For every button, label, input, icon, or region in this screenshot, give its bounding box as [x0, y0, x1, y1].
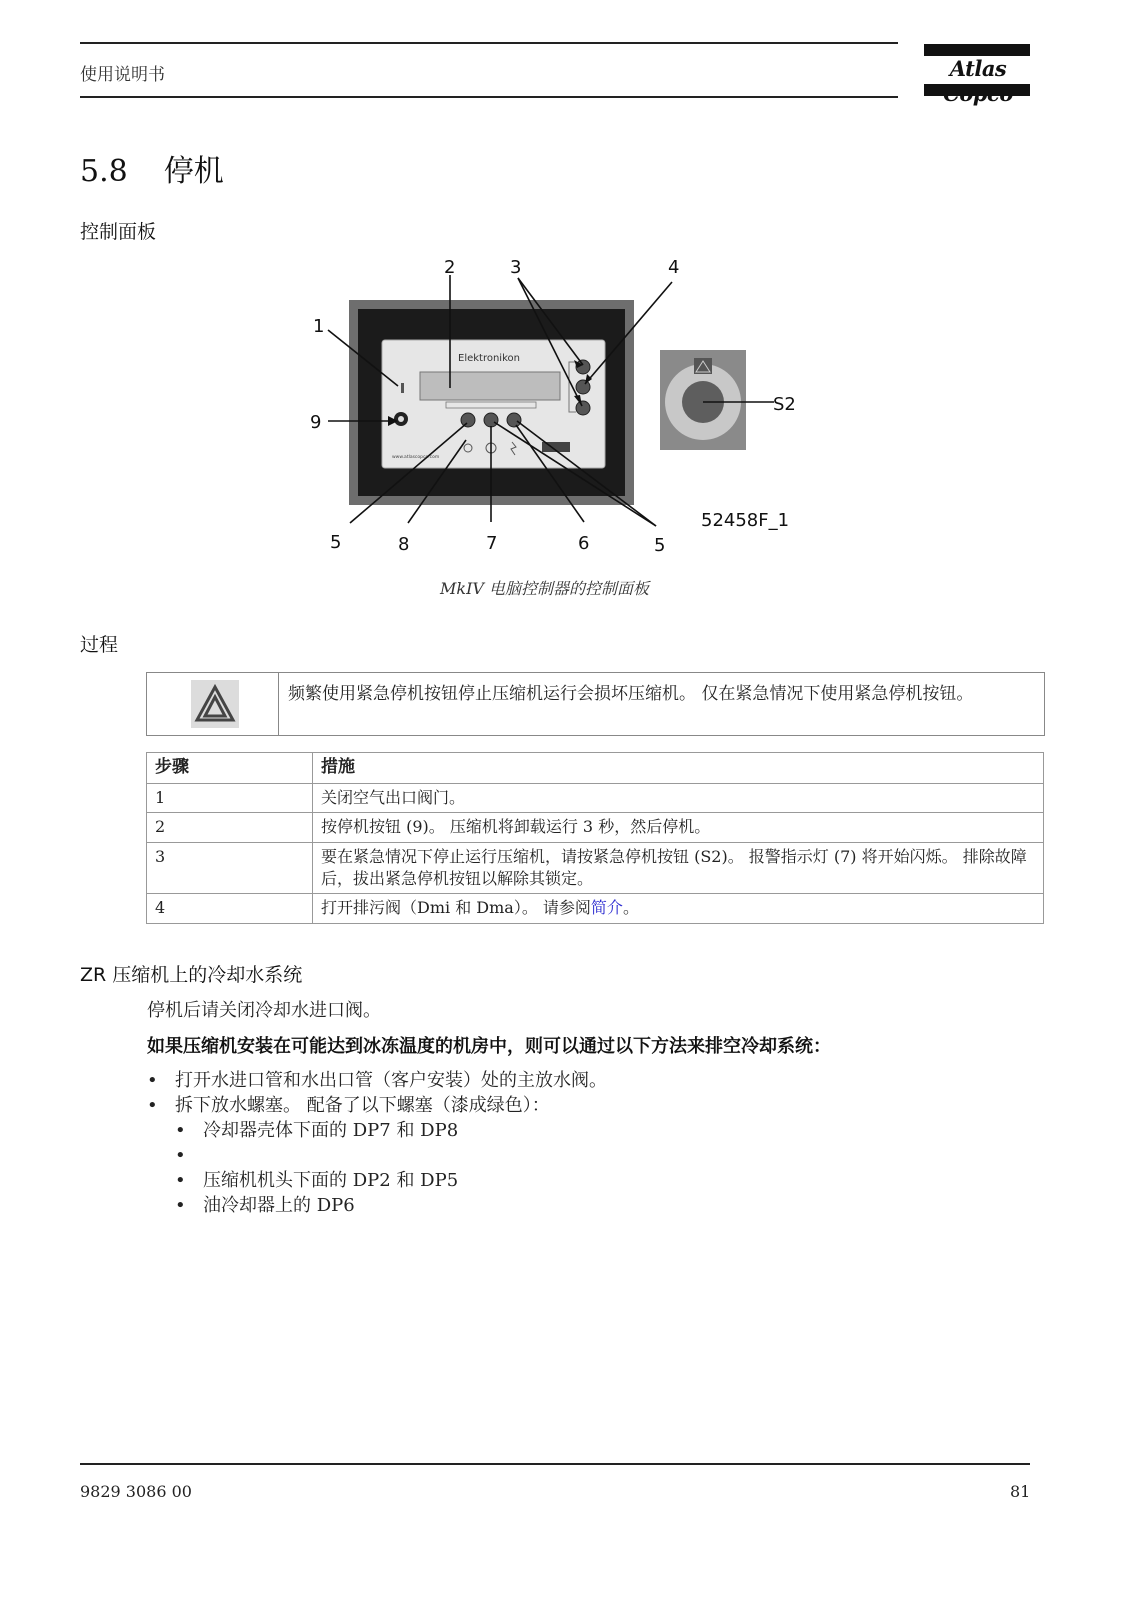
list-item: • 冷却器壳体下面的 DP7 和 DP8 [175, 1118, 1025, 1143]
callout-3: 3 [510, 257, 522, 278]
header-step: 步骤 [147, 753, 313, 784]
callout-4: 4 [668, 257, 680, 278]
cooling-heading: ZR 压缩机上的冷却水系统 [80, 964, 303, 986]
header-action: 措施 [313, 753, 1044, 784]
list-item: • 压缩机机头下面的 DP2 和 DP5 [175, 1168, 1025, 1193]
callout-s2: S2 [773, 394, 796, 415]
table-row [147, 894, 1044, 923]
led-indicator [401, 383, 404, 393]
svg-text:www.atlascopco.com: www.atlascopco.com [392, 455, 440, 460]
step-action: 按停机按钮 (9)。 压缩机将卸载运行 3 秒，然后停机。 [313, 813, 1044, 842]
procedure-heading: 过程 [80, 634, 119, 656]
table-row [147, 783, 1044, 812]
section-title [80, 146, 224, 190]
step-action: 打开排污阀（Dmi 和 Dma）。 请参阅简介。 [313, 894, 1044, 923]
step-action: 要在紧急情况下停止运行压缩机，请按紧急停机按钮 (S2)。 报警指示灯 (7) 将开始闪烁。 排除故障后，拔出紧急停机按钮以解除其锁定。 [313, 842, 1044, 894]
callout-5-right: 5 [654, 535, 666, 556]
list-item: • 油冷却器上的 DP6 [175, 1193, 1025, 1218]
table-row [147, 813, 1044, 842]
lcd-display [420, 372, 560, 400]
header-top-rule [80, 42, 898, 44]
list-item: • 拆下放水螺塞。 配备了以下螺塞（漆成绿色）： [147, 1093, 1027, 1118]
control-panel-figure [290, 250, 820, 560]
callout-1: 1 [313, 316, 325, 337]
atlas-copco-logo [924, 44, 1030, 96]
step-number: 3 [147, 842, 313, 894]
callout-8: 8 [398, 534, 410, 555]
step-number: 4 [147, 894, 313, 923]
callout-5-left: 5 [330, 532, 342, 553]
warning-text: 频繁使用紧急停机按钮停止压缩机运行会损坏压缩机。 仅在紧急情况下使用紧急停机按钮。 [288, 684, 974, 704]
table-row [147, 842, 1044, 894]
section-number: 5.8 [80, 154, 128, 189]
warning-icon [191, 680, 239, 728]
callout-6: 6 [578, 533, 590, 554]
cooling-sub-bullets [175, 1118, 1025, 1218]
steps-table [146, 752, 1044, 924]
doc-number: 9829 3086 00 [80, 1482, 192, 1501]
footer-rule [80, 1463, 1030, 1465]
step-action: 关闭空气出口阀门。 [313, 783, 1044, 812]
table-header-row [147, 753, 1044, 784]
callout-2: 2 [444, 257, 456, 278]
cooling-para-2: 如果压缩机安装在可能达到冰冻温度的机房中，则可以通过以下方法来排空冷却系统： [147, 1036, 831, 1057]
step-number: 1 [147, 783, 313, 812]
figure-id: 52458F_1 [701, 510, 790, 531]
callout-7: 7 [486, 533, 498, 554]
header-bottom-rule [80, 96, 898, 98]
cooling-bullets [147, 1068, 1027, 1118]
doc-type-label: 使用说明书 [80, 65, 165, 85]
device-label: Elektronikon [458, 353, 520, 364]
logo-text: Atlas [949, 56, 1007, 81]
cooling-para-1: 停机后请关闭冷却水进口阀。 [147, 1000, 381, 1021]
warning-note [146, 672, 1045, 736]
list-item [175, 1143, 1025, 1168]
list-item: • 打开水进口管和水出口管（客户安装）处的主放水阀。 [147, 1068, 1027, 1093]
intro-link[interactable]: 简介 [590, 898, 623, 918]
page-number: 81 [1010, 1482, 1031, 1501]
figure-caption: MkIV 电脑控制器的控制面板 [440, 579, 650, 598]
callout-9: 9 [310, 412, 322, 433]
control-panel-heading: 控制面板 [80, 221, 157, 243]
section-title-text: 停机 [163, 154, 224, 189]
step-number: 2 [147, 813, 313, 842]
